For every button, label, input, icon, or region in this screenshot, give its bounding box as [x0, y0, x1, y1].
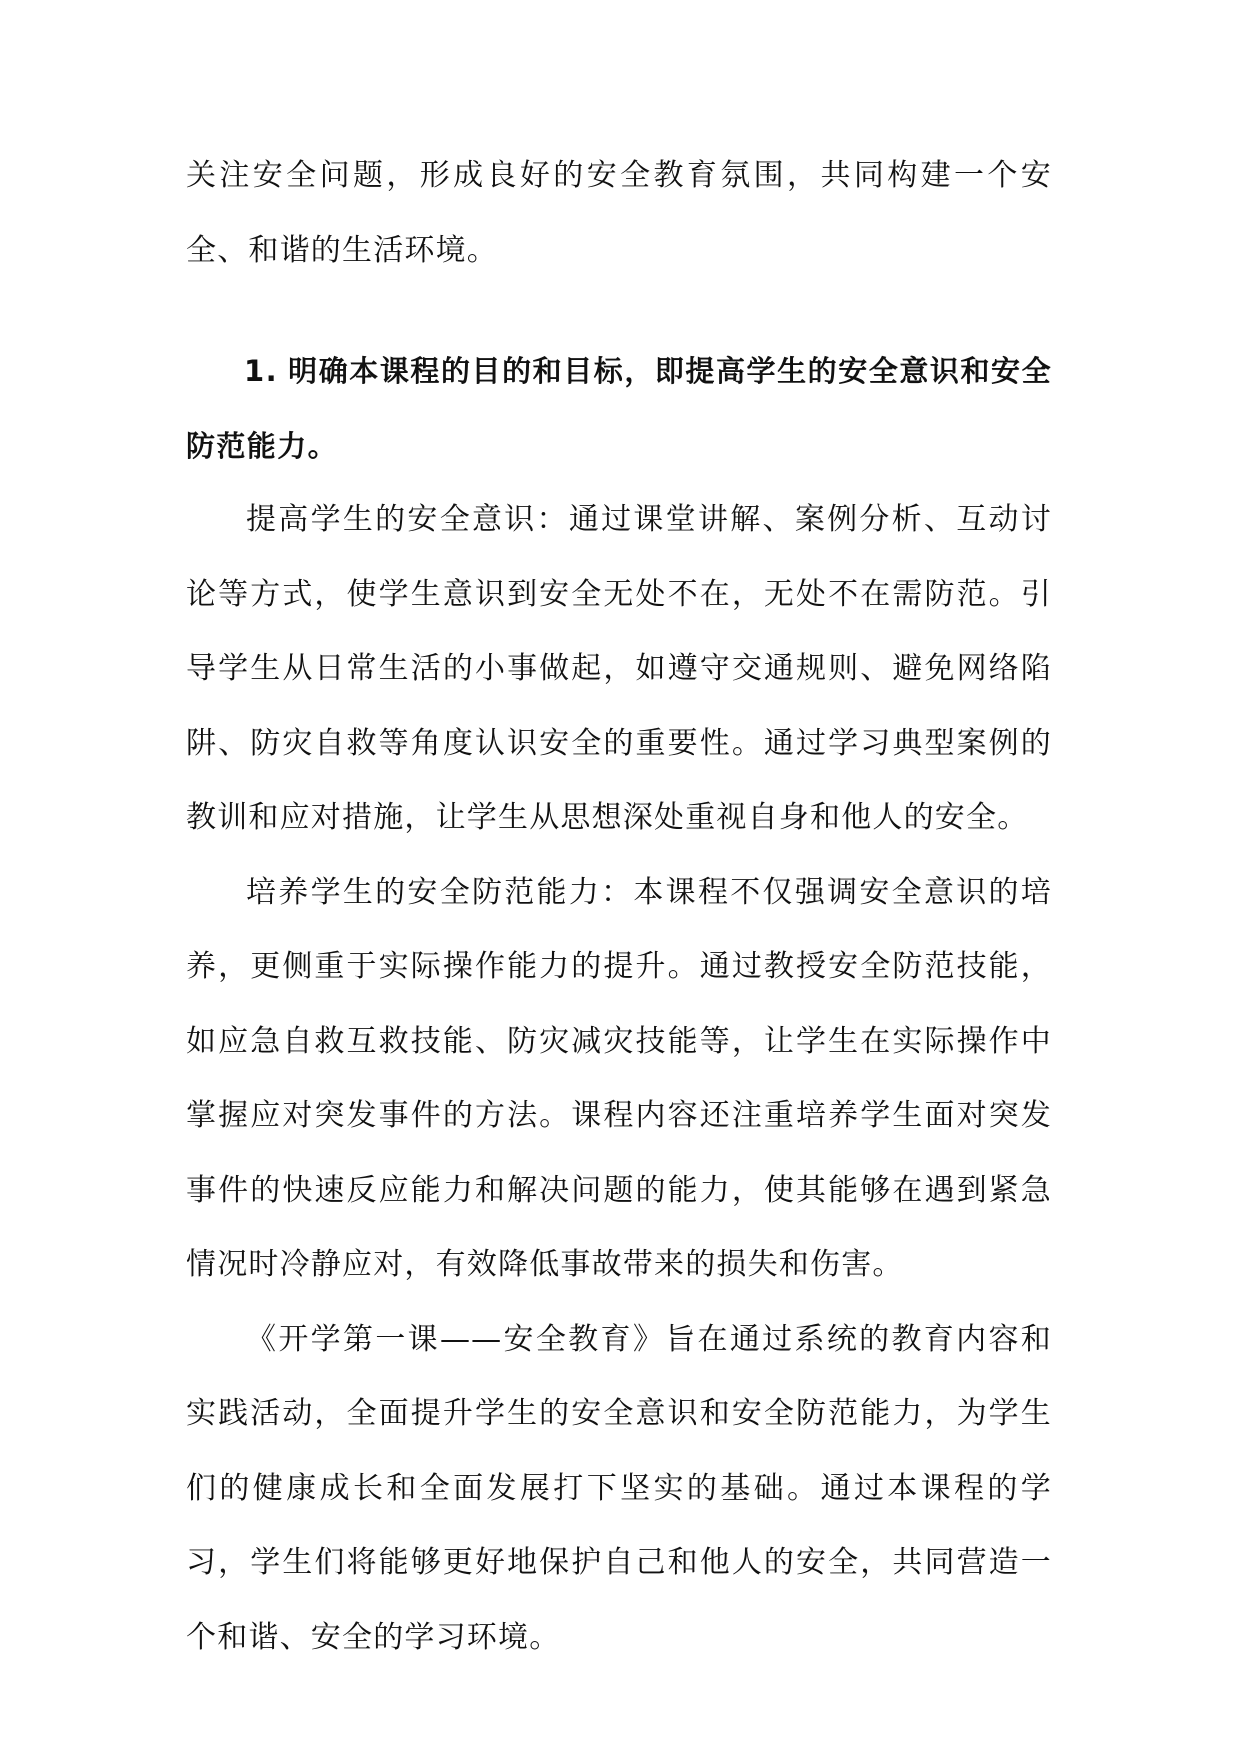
section-heading-number: 1.: [244, 354, 278, 388]
text-column: [186, 139, 1052, 1675]
paragraph-course-summary: 《开学第一课——安全教育》旨在通过系统的教育内容和实践活动，全面提升学生的安全意识和安全防范能力，为学生们的健康成长和全面发展打下坚实的基础。通过本课程的学习，学生们将能够更好地保护自己和他人的安全，共同营造一个和谐、安全的学习环境。: [186, 1321, 1052, 1655]
paragraph-safety-awareness: 提高学生的安全意识：通过课堂讲解、案例分析、互动讨论等方式，使学生意识到安全无处不在，无处不在需防范。引导学生从日常生活的小事做起，如遵守交通规则、避免网络陷阱、防灾自救等角度认识安全的重要性。通过学习典型案例的教训和应对措施，让学生从思想深处重视自身和他人的安全。: [186, 502, 1052, 835]
paragraph-safety-ability: 培养学生的安全防范能力：本课程不仅强调安全意识的培养，更侧重于实际操作能力的提升。通过教授安全防范技能，如应急自救互救技能、防灾减灾技能等，让学生在实际操作中掌握应对突发事件的方法。课程内容还注重培养学生面对突发事件的快速反应能力和解决问题的能力，使其能够在遇到紧急情况时冷静应对，有效降低事故带来的损失和伤害。: [186, 874, 1052, 1282]
section-heading: [186, 334, 1052, 483]
section-heading-text: 明确本课程的目的和目标，即提高学生的安全意识和安全防范能力。: [186, 354, 1052, 463]
paragraph-intro-continuation: 关注安全问题，形成良好的安全教育氛围，共同构建一个安全、和谐的生活环境。: [186, 158, 1052, 268]
